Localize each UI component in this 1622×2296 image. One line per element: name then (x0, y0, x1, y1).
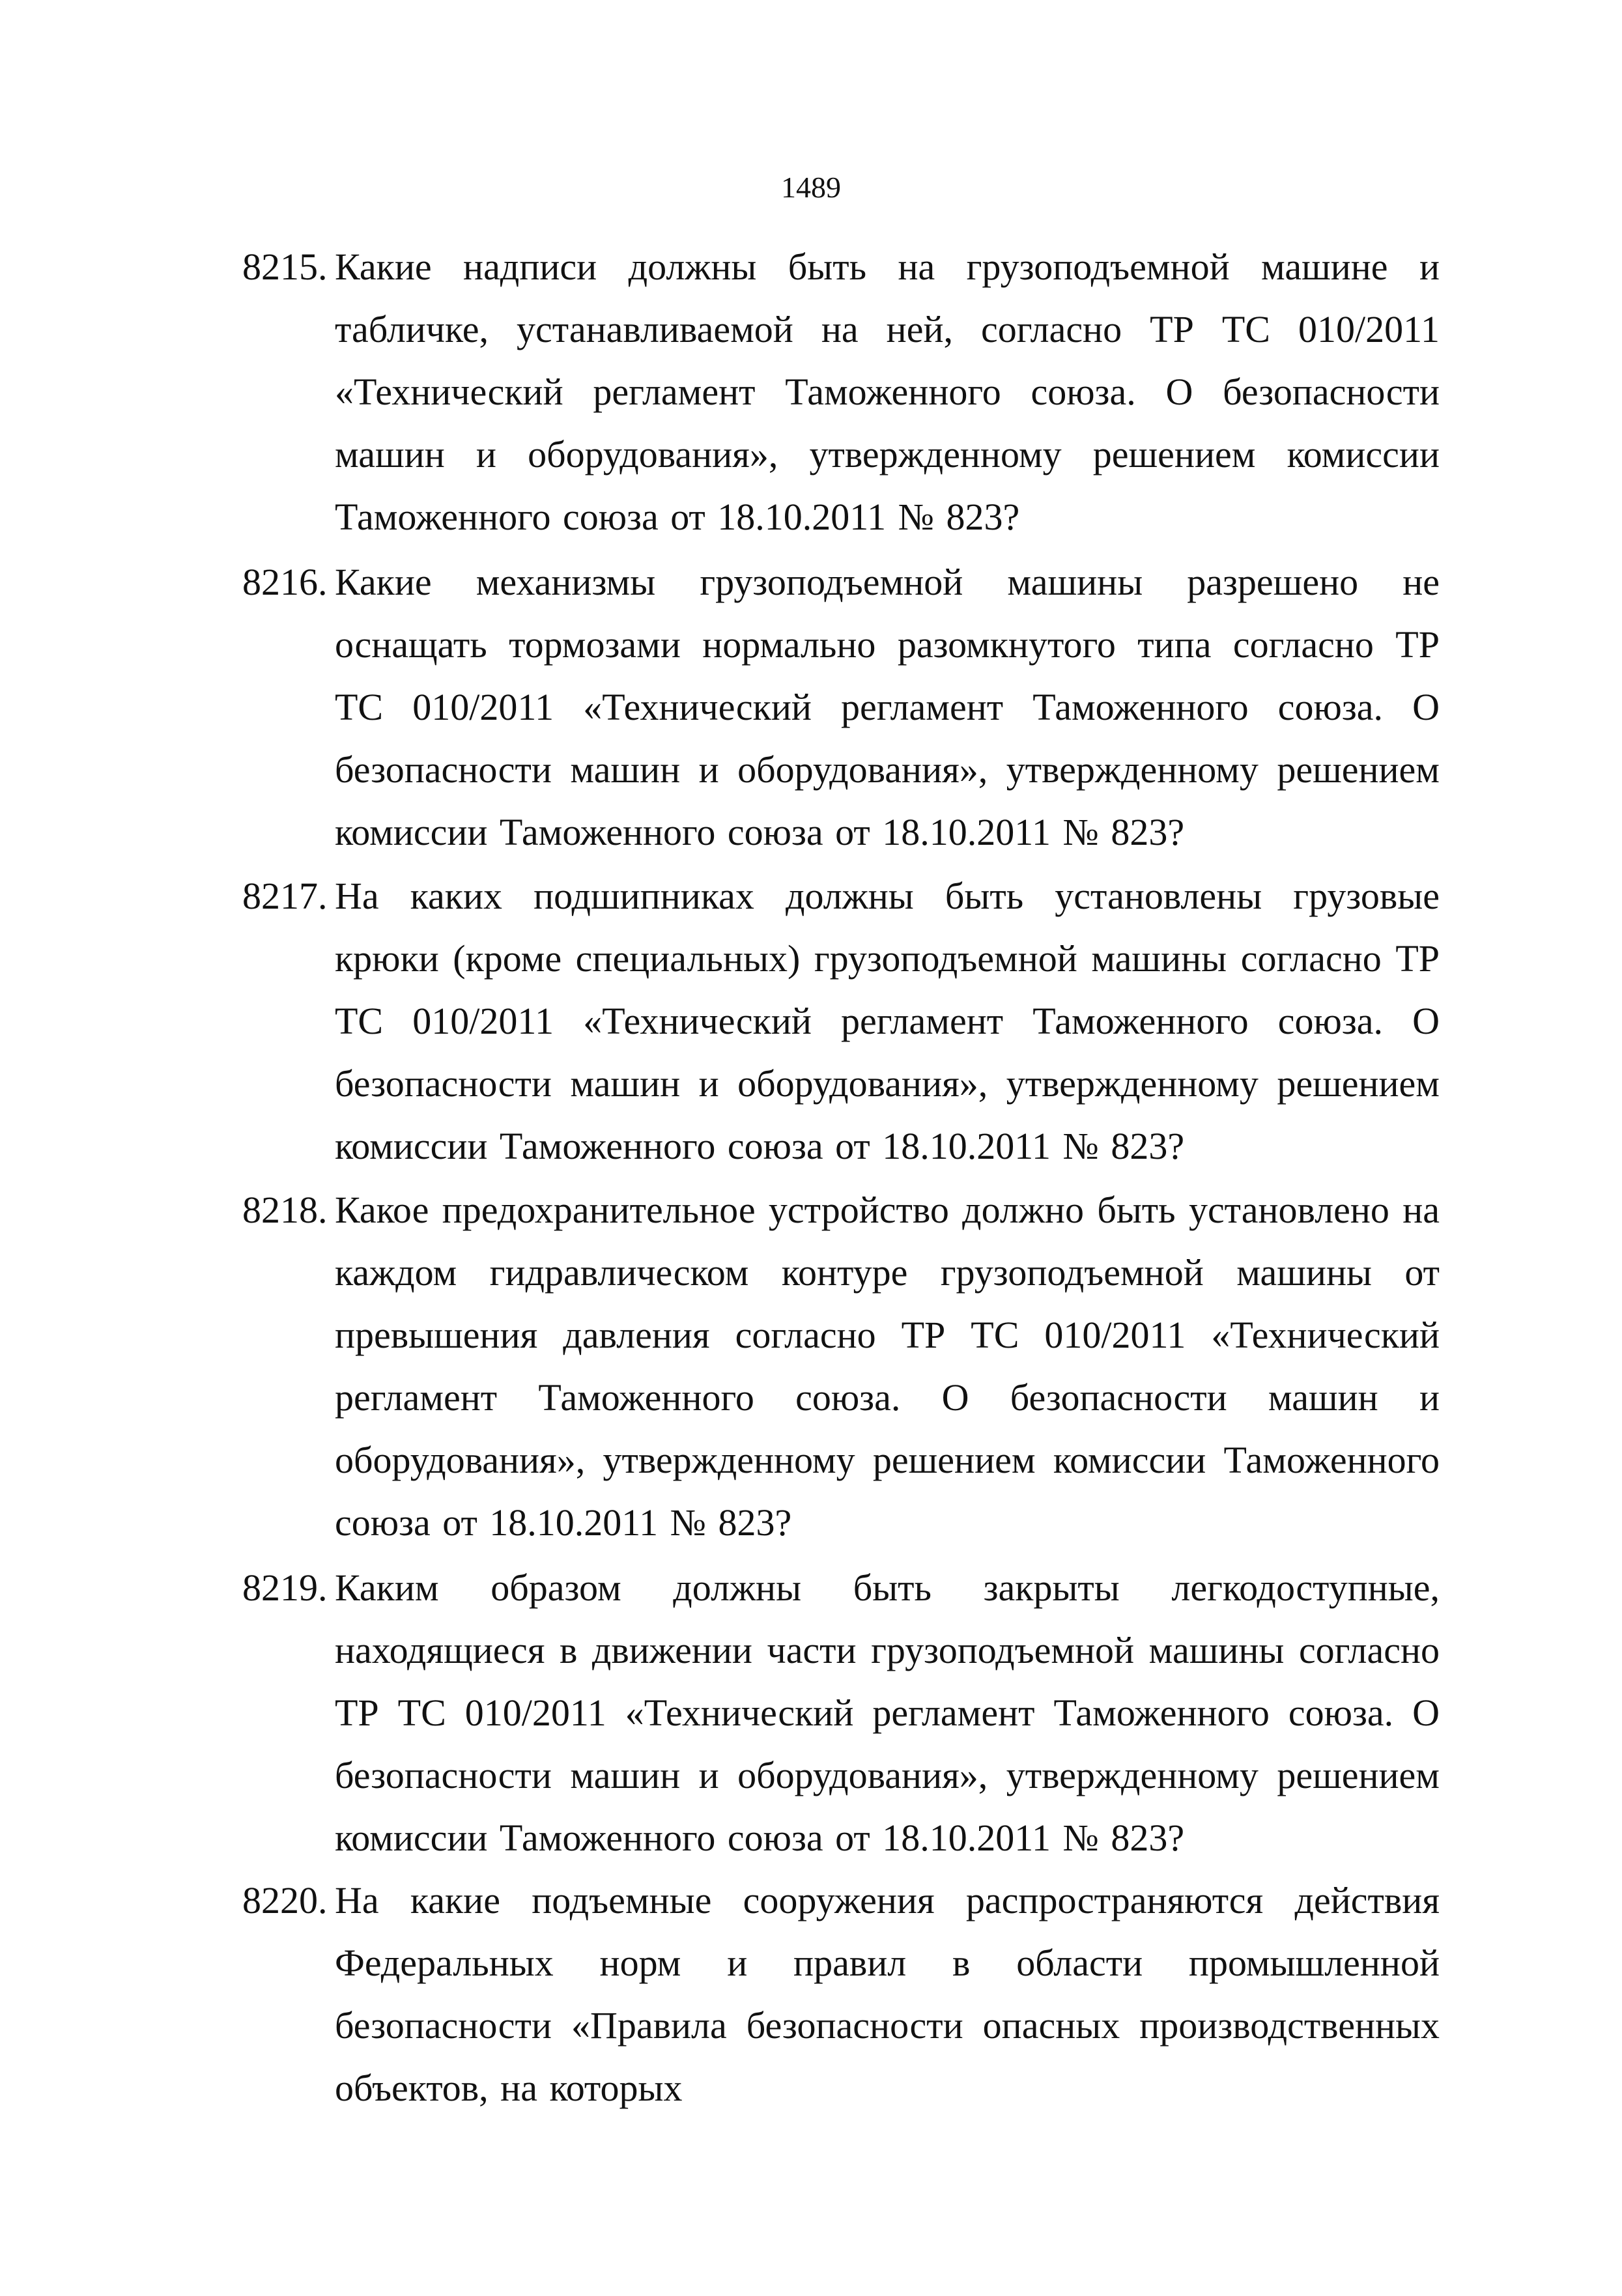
question-item (242, 865, 1440, 1178)
question-text: Какие механизмы грузоподъемной машины разрешено не оснащать тормозами нормально разомкнутого типа согласно ТР ТС 010/2011 «Технический регламент Таможенного союза. О безопасности машин и оборудования», утвержденному решением комиссии Таможенного союза от 18.10.2011 № 823? (335, 561, 1440, 853)
question-text: На каких подшипниках должны быть установлены грузовые крюки (кроме специальных) грузоподъемной машины согласно ТР ТС 010/2011 «Технический регламент Таможенного союза. О безопасности машин и оборудования», утвержденному решением комиссии Таможенного союза от 18.10.2011 № 823? (335, 875, 1440, 1167)
question-text: Каким образом должны быть закрыты легкодоступные, находящиеся в движении части грузоподъемной машины согласно ТР ТС 010/2011 «Технический регламент Таможенного союза. О безопасности машин и оборудования», утвержденному решением комиссии Таможенного союза от 18.10.2011 № 823? (335, 1566, 1440, 1859)
question-item (242, 1869, 1440, 2119)
page-number: 1489 (781, 171, 841, 204)
question-text: Какое предохранительное устройство должно быть установлено на каждом гидравлическом контуре грузоподъемной машины от превышения давления согласно ТР ТС 010/2011 «Технический регламент Таможенного союза. О безопасности машин и оборудования», утвержденному решением комиссии Таможенного союза от 18.10.2011 № 823? (335, 1189, 1440, 1544)
question-text: На какие подъемные сооружения распространяются действия Федеральных норм и правил в области промышленной безопасности «Правила безопасности опасных производственных объектов, на которых (335, 1879, 1440, 2109)
question-item (242, 1179, 1440, 1554)
question-number: 8216. (242, 561, 328, 603)
question-number: 8217. (242, 875, 328, 917)
question-text: Какие надписи должны быть на грузоподъемной машине и табличке, устанавливаемой на ней, согласно ТР ТС 010/2011 «Технический регламент Таможенного союза. О безопасности машин и оборудования», утвержденному решением комиссии Таможенного союза от 18.10.2011 № 823? (335, 246, 1440, 538)
question-number: 8218. (242, 1189, 328, 1231)
question-item (242, 551, 1440, 864)
question-number: 8219. (242, 1566, 328, 1609)
question-number: 8215. (242, 246, 328, 288)
question-item (242, 236, 1440, 548)
question-number: 8220. (242, 1879, 328, 1921)
question-item (242, 1557, 1440, 1869)
